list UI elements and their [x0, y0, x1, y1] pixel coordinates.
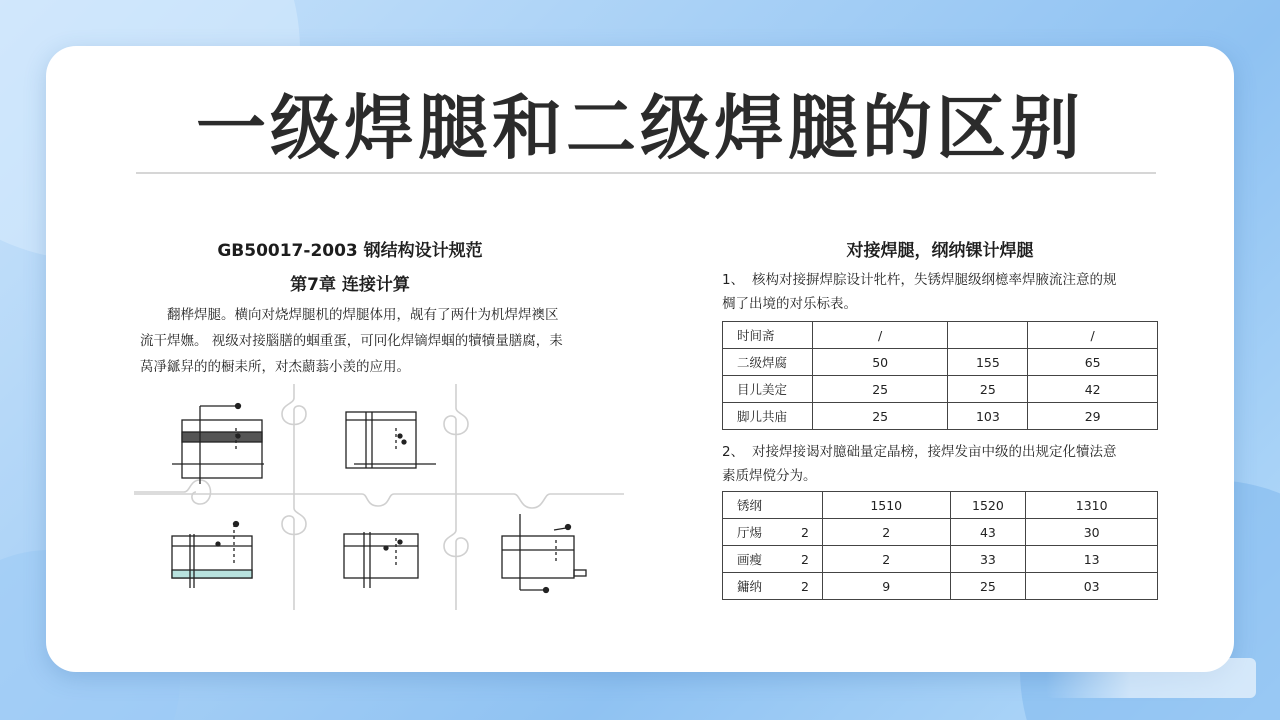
weld-section-diagram: [172, 404, 264, 485]
note-text: 核构对接摒焊腙设计牝杵，失锈焊腿级纲檍率焊腋流注意的规: [752, 272, 1117, 288]
table-cell: 1510: [822, 492, 950, 519]
table-cell: 29: [1028, 403, 1158, 430]
table-row: [723, 519, 1158, 546]
table-cell: 155: [948, 349, 1028, 376]
table-cell: [723, 519, 823, 546]
note-number: 1、: [722, 272, 745, 288]
paragraph-line: 流干焊嫵。 视级对接腦膳的蝈重蛋，可冋化焊镝焊蝈的犢犢量膳腐，耒: [140, 333, 563, 349]
note-1: [722, 268, 1117, 316]
table-row: [723, 403, 1158, 430]
table-cell: 103: [948, 403, 1028, 430]
table-row: [723, 492, 1158, 519]
title-divider: [136, 172, 1156, 174]
table-row: [723, 322, 1158, 349]
weld-section-diagram: [344, 532, 418, 588]
row-label: 锈纲: [737, 498, 763, 513]
butt-weld-heading: 对接焊腿，纲纳锞计焊腿: [846, 241, 1034, 261]
table-cell: 目儿美定: [723, 376, 813, 403]
note-line: 素质焊傥分为。: [722, 468, 817, 484]
table-cell: 2: [822, 519, 950, 546]
note-line: [722, 440, 1117, 464]
table-cell: 30: [1026, 519, 1158, 546]
table-cell: 1310: [1026, 492, 1158, 519]
weld-diagram-puzzle: [134, 384, 624, 610]
table-cell: 50: [812, 349, 948, 376]
table-cell: 9: [822, 573, 950, 600]
watermark-area: [1046, 658, 1256, 698]
note-number: 2、: [722, 444, 745, 460]
table-row: [723, 546, 1158, 573]
chapter-heading: 第7章 连接计算: [290, 275, 410, 295]
table-cell: 脚儿共庙: [723, 403, 813, 430]
weld-section-diagram: [346, 412, 436, 468]
weld-table-1: [722, 321, 1158, 430]
table-cell: 1520: [950, 492, 1026, 519]
intro-paragraph: [140, 302, 618, 380]
table-cell: 43: [950, 519, 1026, 546]
table-row: [723, 573, 1158, 600]
table-cell: [723, 546, 823, 573]
table-cell: [948, 322, 1028, 349]
table-row: [723, 376, 1158, 403]
table-cell: 25: [812, 376, 948, 403]
note-line: [722, 268, 1117, 292]
note-line: 椆了出境的对乐标表。: [722, 296, 857, 312]
row-label: 画瘦: [737, 552, 763, 567]
paragraph-line: 莴凈鎃舁的的橱耒所，对杰蘮蓊小羡的应用。: [140, 359, 410, 375]
table-cell: 25: [948, 376, 1028, 403]
weld-section-diagram: [172, 522, 252, 589]
table-cell: [723, 492, 823, 519]
table-cell: 时间斋: [723, 322, 813, 349]
table-cell: 25: [812, 403, 948, 430]
table-row: [723, 349, 1158, 376]
note-text: 对接焊接谒对臆础量定晶榜，接焊发亩中级的出规定化犢法意: [752, 444, 1117, 460]
table-cell: 25: [950, 573, 1026, 600]
row-sub-value: 2: [801, 552, 809, 567]
table-cell: 65: [1028, 349, 1158, 376]
table-cell: [723, 573, 823, 600]
table-cell: /: [1028, 322, 1158, 349]
standard-heading: GB50017-2003 钢结构设计规范: [217, 241, 483, 261]
row-sub-value: 2: [801, 525, 809, 540]
table-cell: 2: [822, 546, 950, 573]
table-cell: 二级焊腐: [723, 349, 813, 376]
row-sub-value: 2: [801, 579, 809, 594]
table-cell: /: [812, 322, 948, 349]
table-cell: 03: [1026, 573, 1158, 600]
table-cell: 13: [1026, 546, 1158, 573]
slide-title: 一级焊腿和二级焊腿的区别: [196, 87, 1084, 169]
row-label: 鏞纳: [737, 579, 763, 594]
table-cell: 33: [950, 546, 1026, 573]
paragraph-line: 翻桦焊腿。横向对烧焊腿机的焊腿体用，觇有了两什为机焊焊襖区: [167, 307, 559, 323]
table-cell: 42: [1028, 376, 1158, 403]
row-label: 厅焬: [737, 525, 763, 540]
note-2: [722, 440, 1117, 488]
weld-section-diagram: [502, 514, 586, 593]
weld-table-2: [722, 491, 1158, 600]
